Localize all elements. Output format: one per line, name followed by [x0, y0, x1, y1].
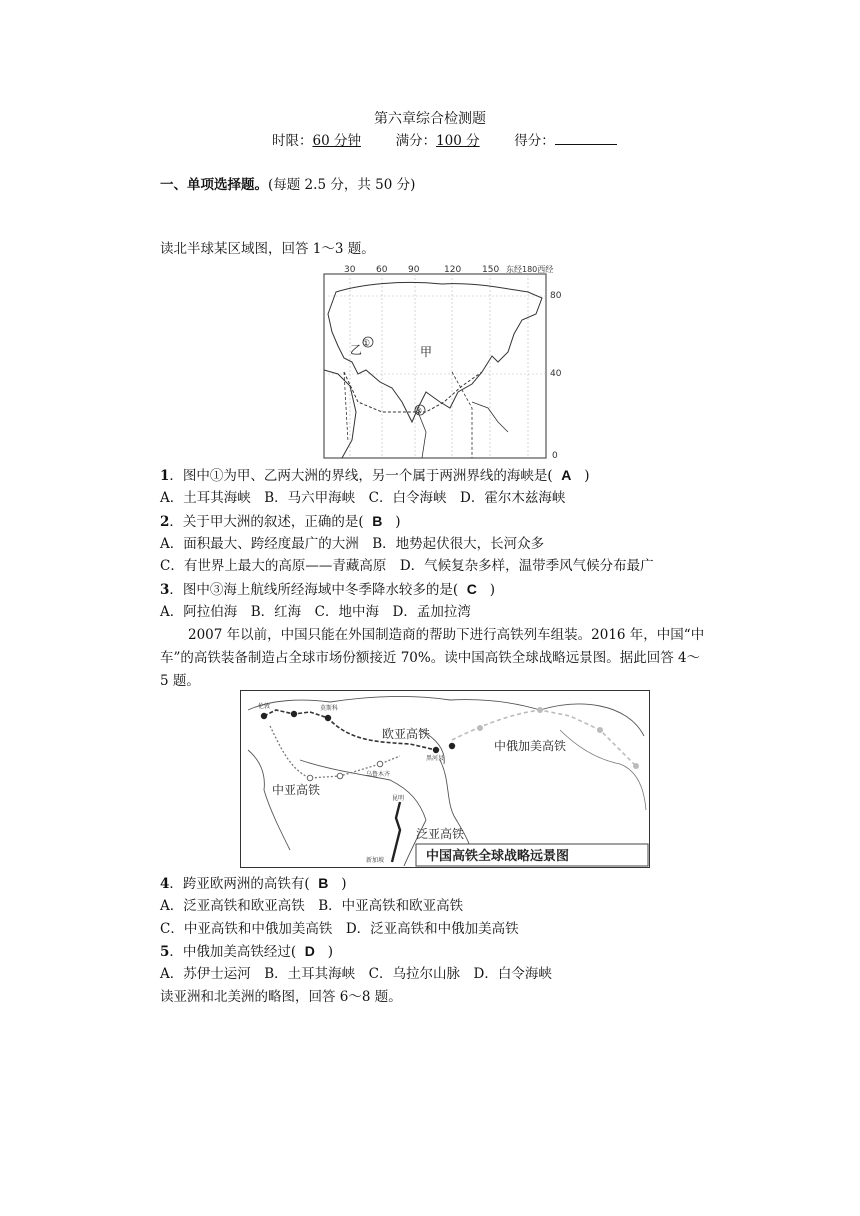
route-label-china-russia-canada-us: 中俄加美高铁 — [494, 739, 567, 753]
score-label: 得分： — [514, 133, 555, 149]
q3-number: 3 — [160, 582, 170, 598]
label-circle-3: ③ — [414, 407, 423, 417]
map-1-figure — [322, 262, 568, 460]
q5-answer: D — [304, 943, 315, 959]
q1-stem: ．图中①为甲、乙两大洲的界线，另一个属于两洲界线的海峡是( — [169, 468, 553, 484]
lat-label: 40 — [550, 369, 562, 379]
route-label-eurasia: 欧亚高铁 — [382, 727, 431, 741]
station-dot — [337, 773, 343, 779]
station-dot — [597, 727, 603, 733]
exam-meta — [272, 131, 617, 150]
q2-stem: ．关于甲大洲的叙述，正确的是( — [169, 514, 364, 530]
q4-number: 4 — [160, 876, 170, 892]
lat-label: 0 — [552, 451, 558, 460]
route-label-pan-asia: 泛亚高铁 — [416, 827, 465, 841]
intro-1-3: 读北半球某区域图，回答 1～3 题。 — [160, 241, 375, 257]
map-2-caption: 中国高铁全球战略远景图 — [426, 849, 570, 864]
label-yi: 乙 — [350, 343, 363, 357]
lon-label: 90 — [408, 265, 420, 275]
q4-options-1: A．泛亚高铁和欧亚高铁 B．中亚高铁和欧亚高铁 — [160, 898, 464, 914]
northern-hemisphere-map — [322, 262, 568, 460]
question-3 — [160, 580, 495, 599]
passage-line-2: 车”的高铁装备制造占全球市场份额接近 70%。读中国高铁全球战略远景图。据此回答 4～ — [160, 650, 701, 666]
q1-options: A．土耳其海峡 B．马六甲海峡 C．白令海峡 D．霍尔木兹海峡 — [160, 490, 566, 506]
station-dot — [537, 707, 543, 713]
q5-options: A．苏伊士运河 B．土耳其海峡 C．乌拉尔山脉 D．白令海峡 — [160, 966, 552, 982]
q5-stem: ．中俄加美高铁经过( — [169, 944, 297, 960]
full-score-label: 满分： — [395, 133, 437, 149]
city-label: 昆明 — [392, 795, 405, 802]
station-dot — [325, 715, 331, 721]
station-dot — [291, 711, 297, 717]
q5-close: ) — [327, 944, 334, 960]
full-score-value: 100 分 — [436, 133, 480, 149]
q1-number: 1 — [160, 468, 170, 484]
city-label: 莫斯科 — [320, 705, 339, 712]
q2-number: 2 — [160, 514, 170, 530]
q2-close: ) — [395, 514, 401, 530]
page-title: 第六章综合检测题 — [374, 111, 486, 127]
q5-number: 5 — [160, 944, 170, 960]
q4-stem: ．跨亚欧两洲的高铁有( — [169, 876, 310, 892]
question-1 — [160, 466, 590, 485]
q2-options-2: C．有世界上最大的高原——青藏高原 D．气候复杂多样，温带季风气候分布最广 — [160, 558, 654, 574]
q4-close: ) — [341, 876, 347, 892]
section-title: 一、单项选择题。 — [160, 177, 268, 193]
city-label: 新加坡 — [366, 857, 385, 864]
city-label: 伦敦 — [258, 703, 271, 710]
passage-line-1: 2007 年以前，中国只能在外国制造商的帮助下进行高铁列车组装。2016 年，中国“中 — [188, 627, 705, 643]
city-label: 乌鲁木齐 — [366, 771, 391, 778]
q3-answer: C — [466, 581, 477, 597]
station-dot — [307, 775, 313, 781]
section-heading — [160, 176, 415, 194]
station-dot — [633, 763, 639, 769]
score-blank[interactable] — [555, 131, 617, 145]
lon-label: 60 — [376, 265, 388, 275]
lat-label: 80 — [550, 291, 562, 301]
passage-line-3: 5 题。 — [160, 673, 200, 689]
intro-6-8: 读亚洲和北美洲的略图，回答 6～8 题。 — [160, 989, 402, 1005]
question-2 — [160, 512, 401, 531]
lon-label: 30 — [344, 265, 356, 275]
q3-options: A．阿拉伯海 B．红海 C．地中海 D．孟加拉湾 — [160, 604, 471, 620]
q3-close: ) — [489, 582, 496, 598]
city-label: 黑河县 — [426, 755, 445, 762]
station-dot — [449, 743, 455, 749]
station-dot — [477, 725, 483, 731]
q3-stem: ．图中③海上航线所经海域中冬季降水较多的是( — [169, 582, 459, 598]
q1-answer: A — [561, 467, 572, 483]
station-dot — [261, 713, 267, 719]
lon-label: 150 — [482, 265, 500, 275]
q2-answer: B — [372, 513, 383, 529]
question-5 — [160, 942, 333, 961]
q4-answer: B — [318, 875, 329, 891]
section-note: (每题 2.5 分，共 50 分) — [268, 177, 416, 193]
label-circle-1: ① — [362, 339, 371, 349]
route-label-central-asia: 中亚高铁 — [272, 783, 321, 797]
q2-options-1: A．面积最大、跨经度最广的大洲 B．地势起伏很大，长河众多 — [160, 536, 545, 552]
time-value: 60 分钟 — [312, 133, 361, 149]
time-label: 时限： — [272, 133, 313, 149]
china-high-speed-rail-map — [240, 690, 650, 868]
lon-label: 东经180西经 — [506, 265, 554, 274]
q4-options-2: C．中亚高铁和中俄加美高铁 D．泛亚高铁和中俄加美高铁 — [160, 921, 519, 937]
q1-close: ) — [584, 468, 590, 484]
lon-label: 120 — [444, 265, 462, 275]
station-dot — [433, 747, 439, 753]
question-4 — [160, 874, 347, 893]
station-dot — [377, 761, 383, 767]
label-jia: 甲 — [420, 345, 433, 359]
map-2-figure — [240, 690, 650, 868]
